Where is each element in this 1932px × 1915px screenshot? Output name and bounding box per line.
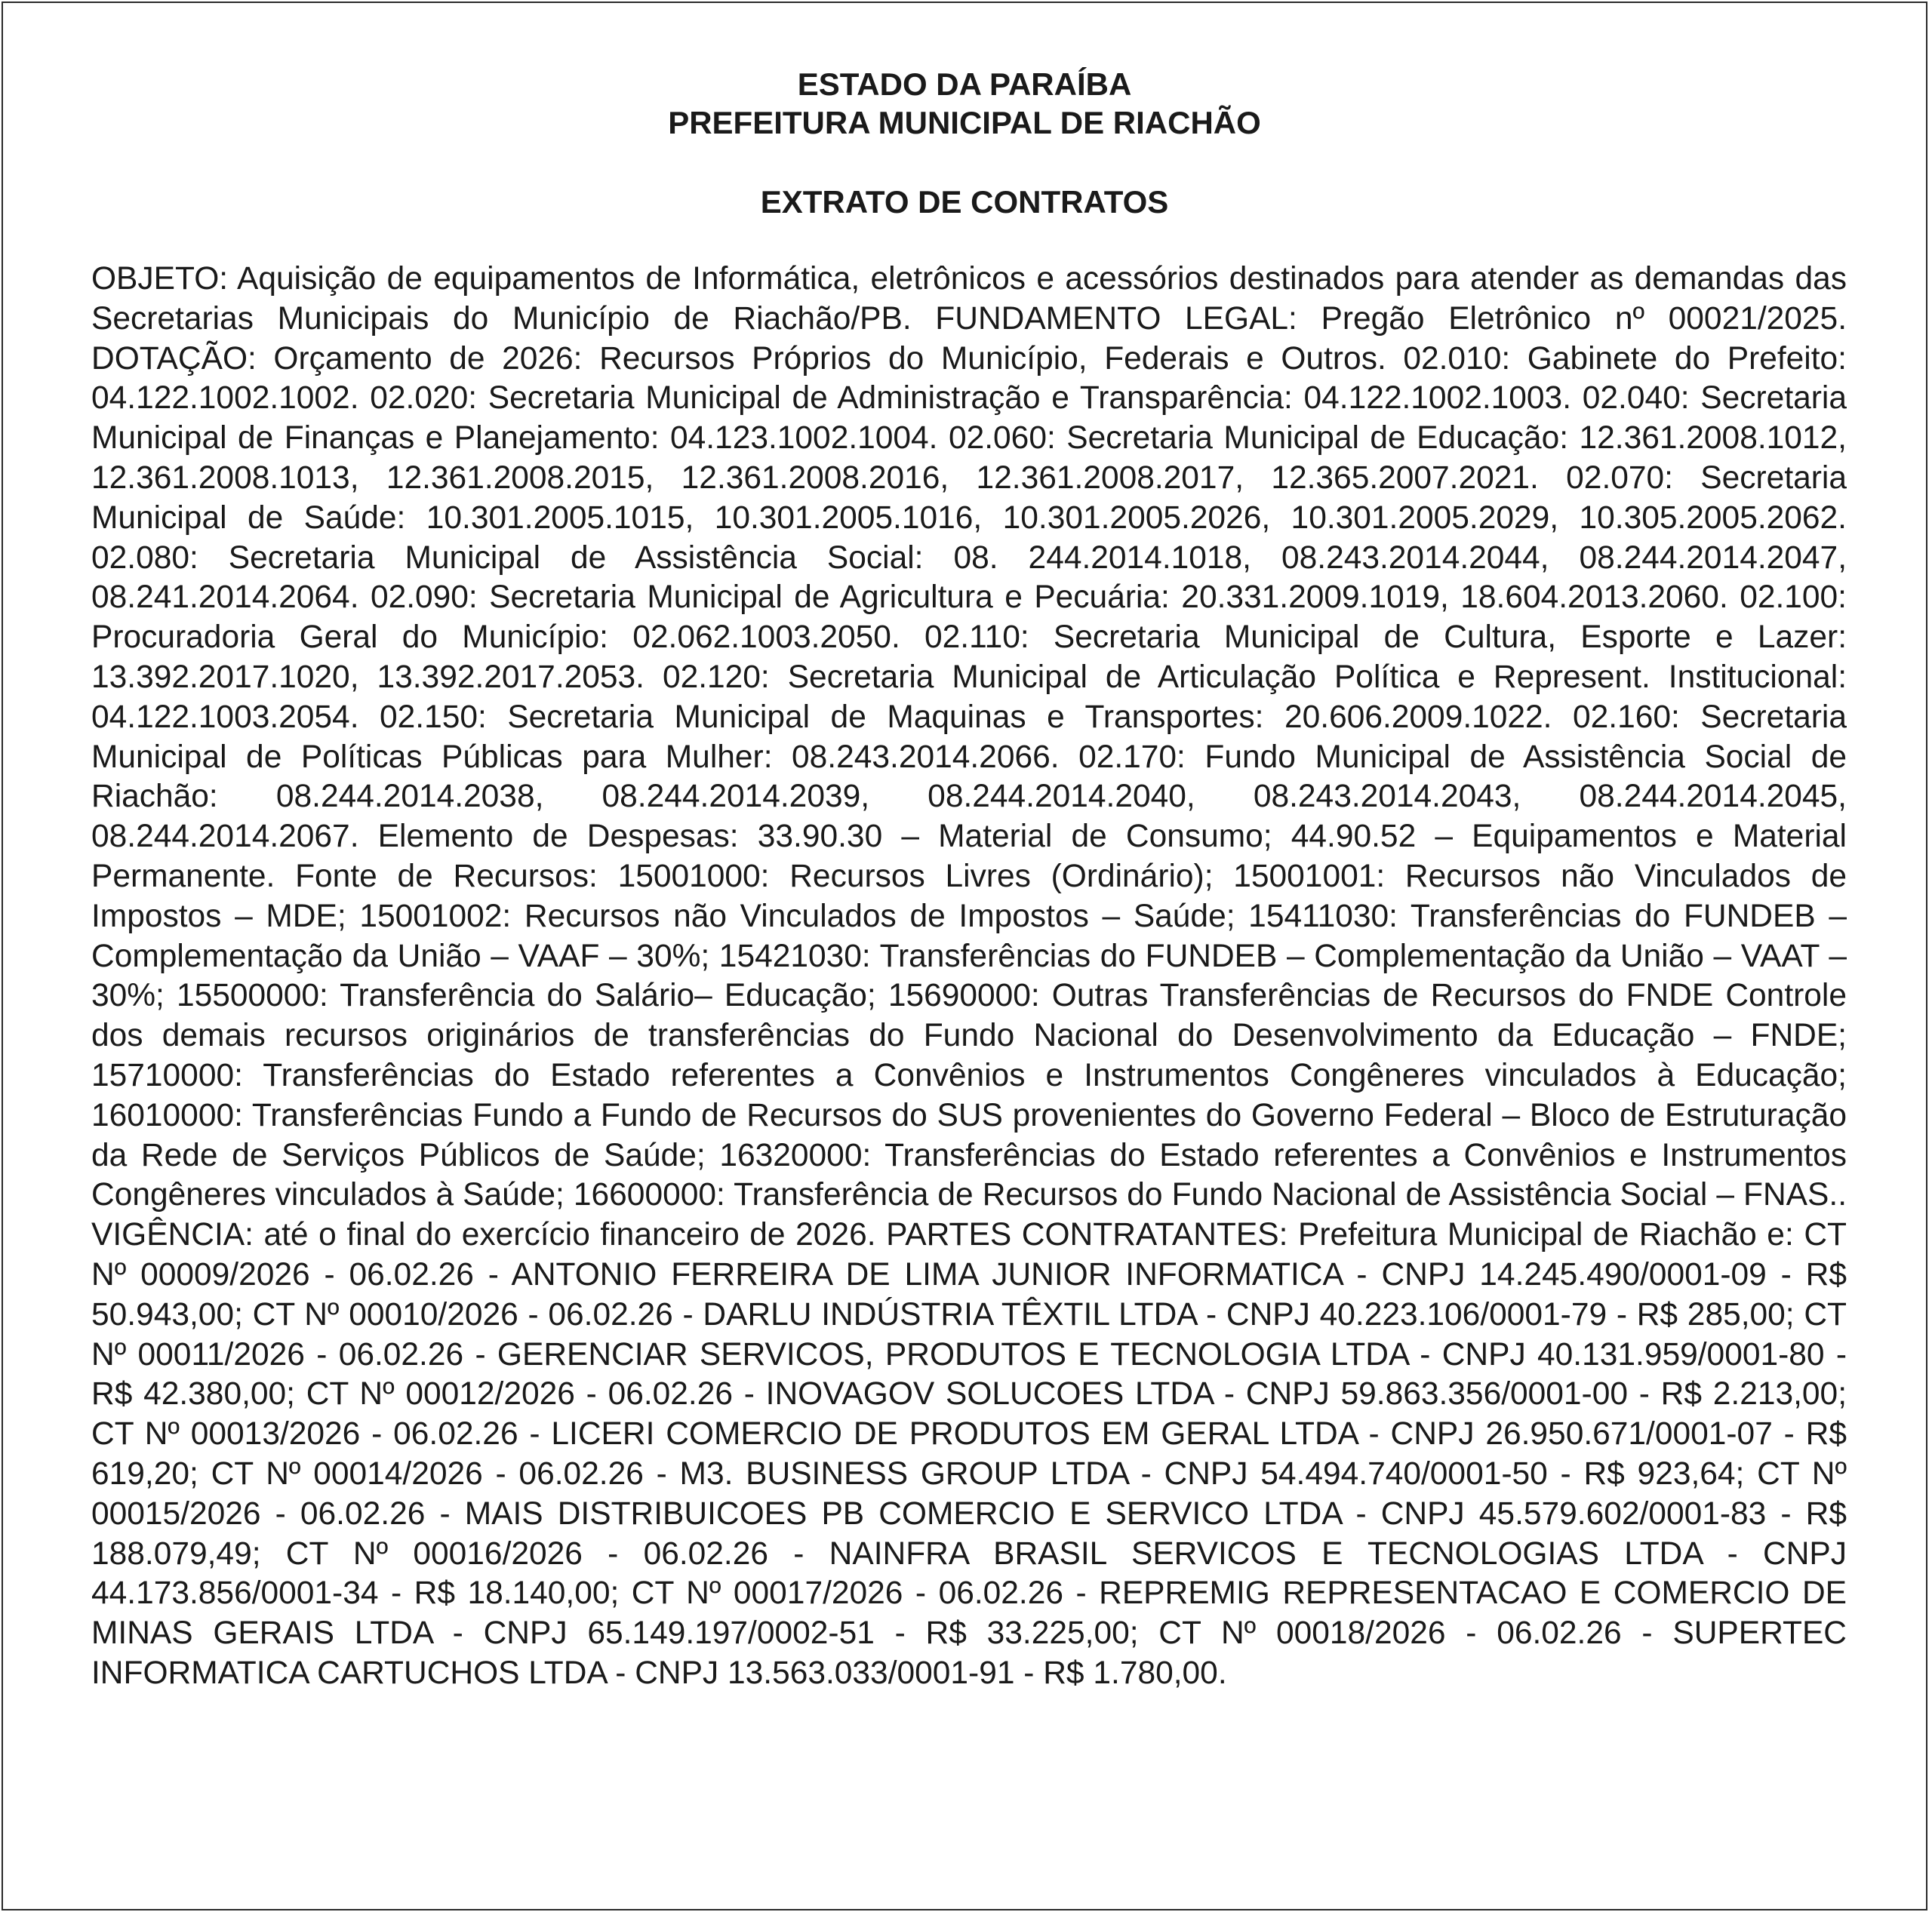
document-title: EXTRATO DE CONTRATOS [760, 184, 1169, 220]
city-hall-name: PREFEITURA MUNICIPAL DE RIACHÃO [668, 105, 1261, 140]
contract-extract-text: OBJETO: Aquisição de equipamentos de Informática, eletrônicos e acessórios destinados para atender as demandas das Secretarias Municipais do Município de Riachão/PB. FUNDAMENTO LEGAL: Pregão Eletrônico nº 00021/2025. DOTAÇÃO: Orçamento de 2026: Recursos Próprios do Município, Federais e Outros. 02.010: Gabinete do Prefeito: 04.122.1002.1002. 02.020: Secretaria Municipal de Administração e Transparência: 04.122.1002.1003. 02.040: Secretaria Municipal de Finanças e Planejamento: 04.123.1002.1004. 02.060: Secretaria Municipal de Educação: 12.361.2008.1012, 12.361.2008.1013, 12.361.2008.2015, 12.361.2008.2016, 12.361.2008.2017, 12.365.2007.2021. 02.070: Secretaria Municipal de Saúde: 10.301.2005.1015, 10.301.2005.1016, 10.301.2005.2026, 10.301.2005.2029, 10.305.2005.2062. 02.080: Secretaria Municipal de Assistência Social: 08. 244.2014.1018, 08.243.2014.2044, 08.244.2014.2047, 08.241.2014.2064. 02.090: Secretaria Municipal de Agricultura e Pecuária: 20.331.2009.1019, 18.604.2013.2060. 02.100: Procuradoria Geral do Município: 02.062.1003.2050. 02.110: Secretaria Municipal de Cultura, Esporte e Lazer: 13.392.2017.1020, 13.392.2017.2053. 02.120: Secretaria Municipal de Articulação Política e Represent. Institucional: 04.122.1003.2054. 02.150: Secretaria Municipal de Maquinas e Transportes: 20.606.2009.1022. 02.160: Secretaria Municipal de Políticas Públicas para Mulher: 08.243.2014.2066. 02.170: Fundo Municipal de Assistência Social de Riachão: 08.244.2014.2038, 08.244.2014.2039, 08.244.2014.2040, 08.243.2014.2043, 08.244.2014.2045, 08.244.2014.2067. Elemento de Despesas: 33.90.30 – Material de Consumo; 44.90.52 – Equipamentos e Material Permanente. Fonte de Recursos: 15001000: Recursos Livres (Ordinário); 15001001: Recursos não Vinculados de Impostos – MDE; 15001002: Recursos não Vinculados de Impostos – Saúde; 15411030: Transferências do FUNDEB – Complementação da União – VAAF – 30%; 15421030: Transferências do FUNDEB – Complementação da União – VAAT – 30%; 15500000: Transferência do Salário– Educação; 15690000: Outras Transferências de Recursos do FNDE Controle dos demais recursos originários de transferências do Fundo Nacional do Desenvolvimento da Educação – FNDE; 15710000: Transferências do Estado referentes a Convênios e Instrumentos Congêneres vinculados à Educação; 16010000: Transferências Fundo a Fundo de Recursos do SUS provenientes do Governo Federal – Bloco de Estruturação da Rede de Serviços Públicos de Saúde; 16320000: Transferências do Estado referentes a Convênios e Instrumentos Congêneres vinculados à Saúde; 16600000: Transferência de Recursos do Fundo Nacional de Assistência Social – FNAS.. VIGÊNCIA: até o final do exercício financeiro de 2026. PARTES CONTRATANTES: Prefeitura Municipal de Riachão e: CT Nº 00009/2026 - 06.02.26 - ANTONIO FERREIRA DE LIMA JUNIOR INFORMATICA - CNPJ 14.245.490/0001-09 - R$ 50.943,00; CT Nº 00010/2026 - 06.02.26 - DARLU INDÚSTRIA TÊXTIL LTDA - CNPJ 40.223.106/0001-79 - R$ 285,00; CT Nº 00011/2026 - 06.02.26 - GERENCIAR SERVICOS, PRODUTOS E TECNOLOGIA LTDA - CNPJ 40.131.959/0001-80 - R$ 42.380,00; CT Nº 00012/2026 - 06.02.26 - INOVAGOV SOLUCOES LTDA - CNPJ 59.863.356/0001-00 - R$ 2.213,00; CT Nº 00013/2026 - 06.02.26 - LICERI COMERCIO DE PRODUTOS EM GERAL LTDA - CNPJ 26.950.671/0001-07 - R$ 619,20; CT Nº 00014/2026 - 06.02.26 - M3. BUSINESS GROUP LTDA - CNPJ 54.494.740/0001-50 - R$ 923,64; CT Nº 00015/2026 - 06.02.26 - MAIS DISTRIBUICOES PB COMERCIO E SERVICO LTDA - CNPJ 45.579.602/0001-83 - R$ 188.079,49; CT Nº 00016/2026 - 06.02.26 - NAINFRA BRASIL SERVICOS E TECNOLOGIAS LTDA - CNPJ 44.173.856/0001-34 - R$ 18.140,00; CT Nº 00017/2026 - 06.02.26 - REPREMIG REPRESENTACAO E COMERCIO DE MINAS GERAIS LTDA - CNPJ 65.149.197/0002-51 - R$ 33.225,00; CT Nº 00018/2026 - 06.02.26 - SUPERTEC INFORMATICA CARTUCHOS LTDA - CNPJ 13.563.033/0001-91 - R$ 1.780,00. [91, 261, 1847, 1691]
state-name: ESTADO DA PARAÍBA [797, 66, 1132, 102]
document-header [3, 65, 1926, 142]
document-frame [2, 2, 1927, 1910]
